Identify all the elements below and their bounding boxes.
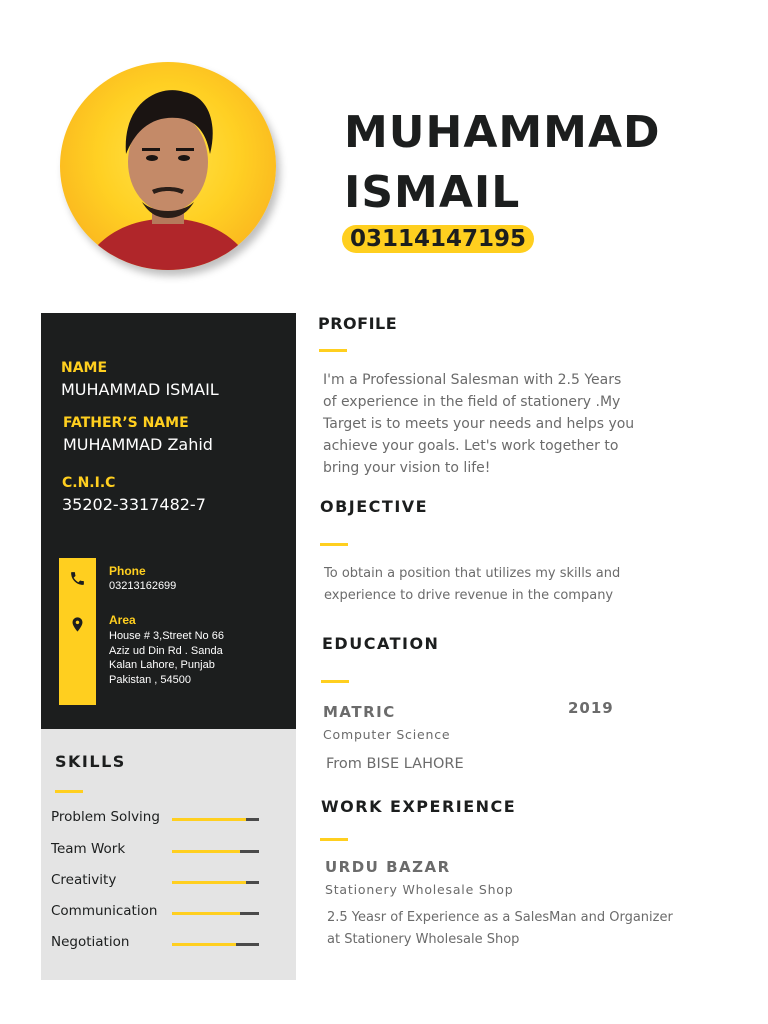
- father-name-value: MUHAMMAD Zahid: [63, 435, 213, 454]
- education-title: EDUCATION: [322, 634, 440, 653]
- objective-title: OBJECTIVE: [320, 497, 429, 516]
- header-phone-badge: 03114147195: [342, 225, 534, 253]
- personal-info-panel: [41, 313, 296, 729]
- skill-level-track: [172, 818, 259, 821]
- objective-text-line: To obtain a position that utilizes my skills and: [324, 566, 621, 581]
- education-year: 2019: [568, 699, 614, 717]
- avatar-illustration: [60, 62, 276, 270]
- name-value: MUHAMMAD ISMAIL: [61, 380, 219, 399]
- profile-text-line: of experience in the field of stationery .My: [323, 394, 621, 410]
- skill-level-track: [172, 943, 259, 946]
- profile-text-line: I'm a Professional Salesman with 2.5 Years: [323, 372, 622, 388]
- location-pin-icon: [69, 616, 86, 633]
- cnic-label: C.N.I.C: [62, 475, 116, 491]
- education-field: Computer Science: [323, 727, 451, 742]
- skill-level-fill: [172, 881, 246, 884]
- education-board: From BISE LAHORE: [326, 756, 464, 772]
- skill-name: Negotiation: [51, 934, 130, 950]
- skill-level-fill: [172, 943, 236, 946]
- contact-area-label: Area: [109, 613, 136, 627]
- skill-row: [51, 934, 291, 954]
- skill-level-fill: [172, 850, 240, 853]
- work-description-line: at Stationery Wholesale Shop: [327, 932, 520, 947]
- skill-level-track: [172, 881, 259, 884]
- objective-text-line: experience to drive revenue in the company: [324, 588, 614, 603]
- address-line: House # 3,Street No 66: [109, 630, 224, 642]
- profile-title-rule: [319, 349, 347, 352]
- work-company: Stationery Wholesale Shop: [325, 882, 514, 897]
- phone-icon: [69, 570, 86, 587]
- education-title-rule: [321, 680, 349, 683]
- skill-level-fill: [172, 912, 240, 915]
- cnic-value: 35202-3317482-7: [62, 495, 206, 514]
- contact-phone-label: Phone: [109, 564, 146, 578]
- skill-row: [51, 903, 291, 923]
- objective-title-rule: [320, 543, 348, 546]
- skill-row: [51, 809, 291, 829]
- profile-title: PROFILE: [318, 314, 398, 333]
- work-experience-title-rule: [320, 838, 348, 841]
- name-second-line: ISMAIL: [344, 167, 521, 218]
- skills-title: SKILLS: [55, 752, 126, 771]
- profile-photo: [60, 62, 276, 270]
- work-experience-title: WORK EXPERIENCE: [321, 797, 517, 816]
- contact-phone-value: 03213162699: [109, 580, 177, 592]
- skill-name: Team Work: [51, 841, 126, 857]
- skill-name: Creativity: [51, 872, 117, 888]
- profile-text-line: achieve your goals. Let's work together to: [323, 438, 619, 454]
- profile-text-line: Target is to meets your needs and helps you: [323, 416, 635, 432]
- skill-level-track: [172, 912, 259, 915]
- skill-name: Problem Solving: [51, 809, 160, 825]
- work-place: URDU BAZAR: [325, 858, 451, 876]
- skills-title-rule: [55, 790, 83, 793]
- skill-level-track: [172, 850, 259, 853]
- profile-text-line: bring your vision to life!: [323, 460, 491, 476]
- skill-name: Communication: [51, 903, 158, 919]
- skills-panel: [41, 729, 296, 980]
- skill-level-fill: [172, 818, 246, 821]
- education-degree: MATRIC: [323, 703, 396, 721]
- work-description-line: 2.5 Yeasr of Experience as a SalesMan and Organizer: [327, 910, 673, 925]
- name-first-line: MUHAMMAD: [344, 107, 661, 158]
- name-label: NAME: [61, 360, 108, 376]
- address-line: Aziz ud Din Rd . Sanda: [109, 644, 223, 657]
- father-name-label: FATHER’S NAME: [63, 415, 189, 431]
- contact-icon-bar: [59, 558, 96, 705]
- skill-row: [51, 872, 291, 892]
- address-line: Pakistan , 54500: [109, 673, 191, 686]
- skill-row: [51, 841, 291, 861]
- address-line: Kalan Lahore, Punjab: [109, 659, 215, 672]
